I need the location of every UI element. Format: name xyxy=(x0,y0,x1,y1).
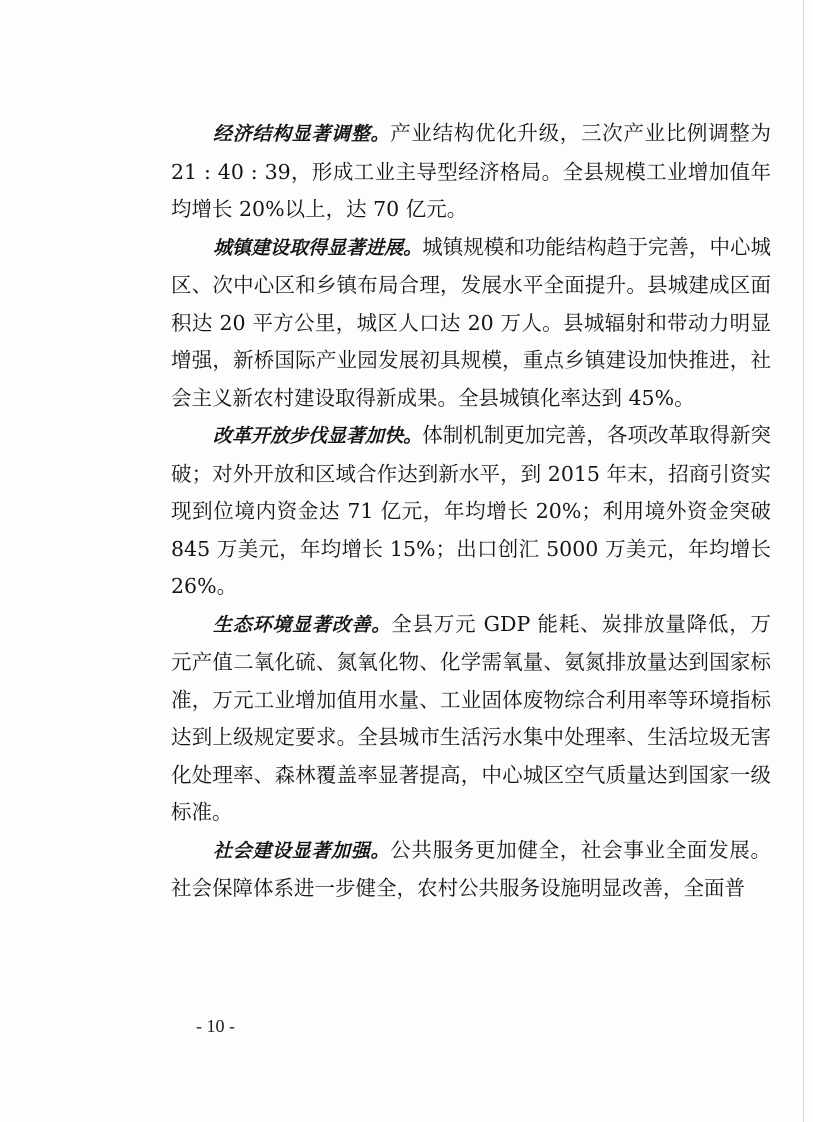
paragraph-lead: 经济结构显著调整。 xyxy=(213,123,391,145)
paragraph-text: 城镇规模和功能结构趋于完善，中心城区、次中心区和乡镇布局合理，发展水平全面提升。县城建成区面积达 20 平方公里，城区人口达 20 万人。县城辐射和带动力明显增强，新桥国际产业园发展初具规模，重点乡镇建设加快推进，社会主义新农村建设取得新成果。全县城镇化率达到 45%。 xyxy=(171,234,771,410)
body-text xyxy=(171,115,771,908)
paragraph-urban xyxy=(171,229,771,418)
paragraph-lead: 社会建设显著加强。 xyxy=(213,839,391,862)
paragraph-text: 体制机制更加完善，各项改革取得新突破；对外开放和区域合作达到新水平，到 2015 年末，招商引资实现到位境内资金达 71 亿元，年均增长 20%；利用境外资金突破 845 万美元，年均增长 15%；出口创汇 5000 万美元，年均增长 26%。 xyxy=(171,423,771,598)
paragraph-society xyxy=(171,832,771,908)
paragraph-text: 公共服务更加健全，社会事业全面发展。社会保障体系进一步健全，农村公共服务设施明显改善，全面普 xyxy=(171,837,771,900)
scan-edge-line xyxy=(803,0,804,1122)
paragraph-lead: 生态环境显著改善。 xyxy=(213,613,392,636)
paragraph-text: 产业结构优化升级，三次产业比例调整为 21 : 40 : 39，形成工业主导型经济格局。全县规模工业增加值年均增长 20%以上，达 70 亿元。 xyxy=(171,121,771,221)
page-number: - 10 - xyxy=(196,1016,235,1036)
paragraph-text: 全县万元 GDP 能耗、炭排放量降低，万元产值二氧化硫、氮氧化物、化学需氧量、氨氮排放量达到国家标准，万元工业增加值用水量、工业固体废物综合利用率等环境指标达到上级规定要求。全县城市生活污水集中处理率、生活垃圾无害化处理率、森林覆盖率显著提高，中心城区空气质量达到国家一级标准。 xyxy=(171,611,771,824)
paragraph-ecology xyxy=(171,606,771,832)
paragraph-economy xyxy=(171,115,771,229)
paragraph-lead: 改革开放步伐显著加快。 xyxy=(213,425,423,447)
paragraph-lead: 城镇建设取得显著进展。 xyxy=(213,236,423,259)
paragraph-reform xyxy=(171,417,771,606)
